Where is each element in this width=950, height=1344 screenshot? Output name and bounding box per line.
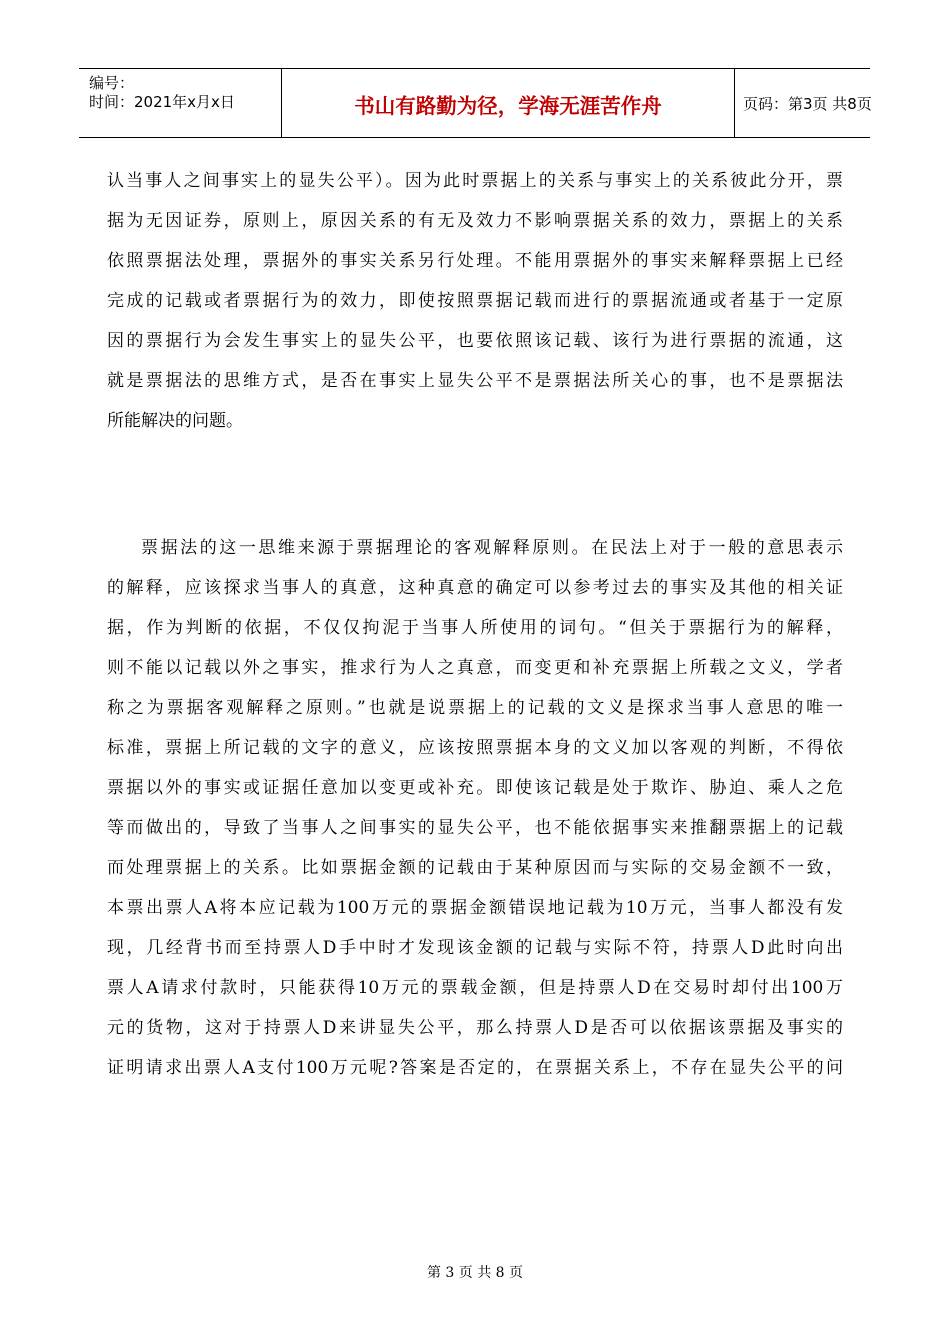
header-motto: 书山有路勤为径，学海无涯苦作舟	[354, 94, 662, 118]
text-line: 据，作为判断的依据，不仅仅拘泥于当事人所使用的词句。“但关于票据行为的解释，	[107, 618, 843, 638]
text-line: 认当事人之间事实上的显失公平）。因为此时票据上的关系与事实上的关系彼此分开，票	[107, 171, 843, 191]
page-footer: 第 3 页 共 8 页	[426, 1265, 524, 1281]
header-page-number: 页码：第3页 共8页	[743, 95, 872, 113]
header-right-cell	[735, 69, 870, 137]
text-line: 依照票据法处理，票据外的事实关系另行处理。不能用票据外的事实来解释票据上已经	[107, 251, 843, 271]
header-middle-cell	[282, 69, 735, 137]
text-line: 称之为票据客观解释之原则。”也就是说票据上的记载的文义是探求当事人意思的唯一	[107, 698, 843, 718]
document-code-label: 编号：	[89, 74, 135, 92]
text-line: 的解释，应该探求当事人的真意，这种真意的确定可以参考过去的事实及其他的相关证	[107, 578, 843, 598]
header-left-cell	[79, 69, 282, 137]
text-line: 完成的记载或者票据行为的效力，即使按照票据记载而进行的票据流通或者基于一定原	[107, 291, 843, 311]
text-line: 等而做出的，导致了当事人之间事实的显失公平，也不能依据事实来推翻票据上的记载	[107, 818, 843, 838]
text-line: 因的票据行为会发生事实上的显失公平，也要依照该记载、该行为进行票据的流通，这	[107, 331, 843, 351]
text-line: 元的货物，这对于持票人D来讲显失公平，那么持票人D是否可以依据该票据及事实的	[107, 1018, 843, 1038]
text-line: 证明请求出票人A支付100万元呢?答案是否定的，在票据关系上，不存在显失公平的问	[107, 1058, 843, 1078]
paragraph-2	[107, 528, 843, 1088]
paragraph-1	[107, 161, 843, 441]
text-line: 就是票据法的思维方式，是否在事实上显失公平不是票据法所关心的事，也不是票据法	[107, 371, 843, 391]
text-line: 而处理票据上的关系。比如票据金额的记载由于某种原因而与实际的交易金额不一致，	[107, 858, 843, 878]
document-time-label: 时间：2021年x月x日	[89, 93, 235, 111]
text-line: 现，几经背书而至持票人D手中时才发现该金额的记载与实际不符，持票人D此时向出	[107, 938, 843, 958]
text-line: 则不能以记载以外之事实，推求行为人之真意，而变更和补充票据上所载之文义，学者	[107, 658, 843, 678]
text-line: 票据法的这一思维来源于票据理论的客观解释原则。在民法上对于一般的意思表示	[141, 538, 843, 558]
page-header	[79, 68, 870, 138]
text-line: 标准，票据上所记载的文字的意义，应该按照票据本身的文义加以客观的判断，不得依	[107, 738, 843, 758]
text-line: 本票出票人A将本应记载为100万元的票据金额错误地记载为10万元，当事人都没有发	[107, 898, 843, 918]
text-line: 据为无因证券，原则上，原因关系的有无及效力不影响票据关系的效力，票据上的关系	[107, 211, 843, 231]
text-line: 所能解决的问题。	[107, 411, 243, 431]
text-line: 票据以外的事实或证据任意加以变更或补充。即使该记载是处于欺诈、胁迫、乘人之危	[107, 778, 843, 798]
text-line: 票人A请求付款时，只能获得10万元的票载金额，但是持票人D在交易时却付出100万	[107, 978, 843, 998]
